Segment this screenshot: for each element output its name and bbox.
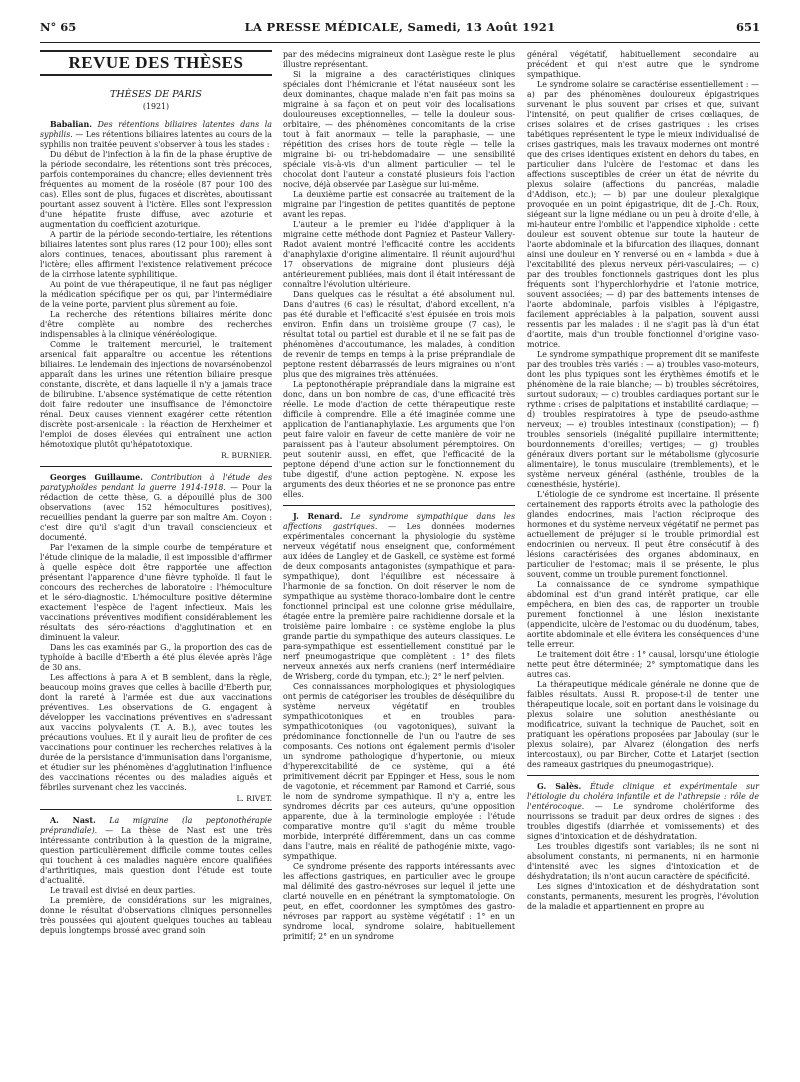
paragraph: La peptonothérapie préprandiale dans la migraine est donc, dans un bon nombre de cas, d'une efficacité très réelle. Le mode d'action de cette thérapeutique reste difficile à comprendre. Elle a été imaginée comme une application de l'antianaphylaxie. Les arguments que l'on peut faire valoir en faveur de cette manière de voir ne paraissent pas à l'auteur absolument péremptoires. On peut soutenir aussi, en effet, que l'efficacité de la peptone dépend d'une action sur le fonctionnement du tube digestif, d'une action peptogène. N. expose les arguments des deux théories et ne se prononce pas entre elles.	[283, 380, 515, 499]
article-title: La migraine (la peptonothérapie préprandiale).	[40, 816, 272, 835]
paragraph: La thérapeutique médicale générale ne donne que de faibles résultats. Aussi R. propose-t-il de tenter une thérapeutique locale, soit en portant dans le voisinage du plexus solaire une solution anesthésiante ou modificatrice, suivant la technique de Pauchet, soit en pratiquant les opérations proposées par Jaboulay (sur le plexus solaire), par Alvarez (élongation des nerfs intercostaux), ou par Bircher, Cotte et Latarjet (section des rameaux gastriques du pneumogastrique).	[527, 680, 759, 769]
author: G. Salès.	[537, 782, 582, 791]
paragraph: Si la migraine a des caractéristiques cliniques spéciales dont l'hémicranie et l'état nauséeux sont les deux dominantes, chaque malade n'en fait pas moins sa migraine à sa façon et on peut voir des localisations douloureuses exceptionnelles, — telle la douleur sous-orbitaire, — des phénomènes concomitants de la crise tout à fait anormaux — telle la paraphasie, — une répétition des crises hors de toute règle — telle la migraine bi- ou tri-hebdomadaire — une sensibilité spéciale vis-à-vis d'un aliment particulier — tel le chocolat dont l'auteur a constaté plusieurs fois l'action nocive, déjà observée par Lasègue sur lui-même.	[283, 70, 515, 189]
column-1	[40, 50, 272, 936]
divider	[283, 505, 515, 506]
column-3	[527, 50, 759, 912]
paragraph: Les signes d'intoxication et de déshydratation sont constants, permanents, mesurent les progrès, l'évolution de la maladie et appartiennent en propre au	[527, 882, 759, 911]
article-title: Des rétentions biliaires latentes dans la syphilis.	[40, 120, 272, 139]
paragraph: — Le syndrome cholériforme des nourrissons se traduit par deux ordres de signes : des troubles digestifs (diarrhée et vomissements) et des signes d'intoxication et de déshydratation.	[527, 802, 759, 841]
paragraph: Comme le traitement mercuriel, le traitement arsenical fait apparaître ou accentue les rétentions biliaires. Le lendemain des injections de novarsénobenzol apparaît dans les urines une rétention biliaire presque constante, discrète, et dans laquelle il n'y a jamais trace de bilirubine. L'absence systématique de cette rétention doit faire redouter une insuffisance de l'émonctoire rénal. Deux causes viennent exagérer cette rétention discrète post-arsenicale : la réaction de Herxheimer et l'emploi de doses élevées qui entraînent une action hémotoxique plutôt qu'hépatotoxique.	[40, 340, 272, 449]
author: Georges Guillaume.	[50, 473, 143, 482]
page-header	[40, 20, 760, 43]
column-2	[283, 50, 515, 942]
paragraph: L'étiologie de ce syndrome est incertaine. Il présente certainement des rapports étroits avec la pathologie des glandes endocrines, mais l'action réciproque des hormones et du système nerveux végétatif ne permet pas actuellement de préjuger si le trouble primordial est endocrinien ou nerveux. Il peut être consécutif à des lésions caractérisées des organes abdominaux, en particulier de l'estomac; mais il se présente, le plus souvent, comme un trouble purement fonctionnel.	[527, 490, 759, 579]
divider	[527, 775, 759, 776]
paragraph: — La thèse de Nast est une très intéressante contribution à la question de la migraine, question particulièrement difficile comme toutes celles qui touchent à ces maladies naguère encore qualifiées d'arthritiques, mais question dont l'étude est toute d'actualité.	[40, 826, 273, 885]
paragraph: L'auteur a le premier eu l'idée d'appliquer à la migraine cette méthode dont Pagniez et Pasteur Vallery-Radot avaient montré l'efficacité contre les accidents d'anaphylaxie d'origine alimentaire. Il réunit aujourd'hui 17 observations de migraine dont plusieurs déjà antérieurement publiées, mais dont il était intéressant de connaître l'évolution ultérieure.	[283, 220, 515, 289]
article-title: Le syndrome sympathique dans les affections gastriques.	[283, 512, 516, 531]
paragraph: La première, de considérations sur les migraines, donne le résultat d'observations cliniques personnelles très poussées qui ajoutent quelques touches au tableau depuis longtemps brossé avec grand soin	[40, 896, 272, 935]
paragraph: Du début de l'infection à la fin de la phase éruptive de la période secondaire, les rétentions sont très précoces, parfois contemporaines du chancre; elles deviennent très fréquentes au moment de la roséole (87 pour 100 des cas). Elles sont de plus, fugaces et discrètes, aboutissant pourtant assez souvent à l'ictère. Elles sont l'expression d'une hépatite fruste diffuse, avec azoturie et augmentation du coefficient azoturique.	[40, 150, 272, 229]
article-title: Étude clinique et expérimentale sur l'étiologie du choléra infantile et de l'athrepsie : rôle de l'entérocoque.	[527, 782, 759, 811]
journal-title: LA PRESSE MÉDICALE, Samedi, 13 Août 1921	[244, 20, 556, 34]
article-sales	[527, 782, 759, 842]
paragraph: Le travail est divisé en deux parties.	[50, 886, 196, 895]
paragraph: — Pour la rédaction de cette thèse, G. a dépouillé plus de 300 observations (avec 152 hémocultures positives), recueillies pendant la guerre par son maître Am. Coyon : c'est dire qu'il s'agit d'un travail consciencieux et documenté.	[40, 483, 272, 542]
author: Babalian.	[50, 120, 93, 129]
page-number: 651	[735, 20, 760, 34]
article-renard	[283, 512, 515, 682]
paragraph: Le traitement doit être : 1° causal, lorsqu'une étiologie nette peut être déterminée; 2° symptomatique dans les autres cas.	[527, 650, 759, 679]
signature: L. RIVET.	[236, 794, 272, 803]
author: J. Renard.	[293, 512, 343, 521]
paragraph: Le syndrome solaire se caractérise essentiellement : — a) par des phénomènes douloureux épigastriques survenant le plus souvent par crises et que, suivant l'intensité, on peut qualifier de crises cœliaques, de crises solaires et de crises gastriques : les crises tabétiques représentent le type le mieux individualisé de crises gastriques, mais les travaux modernes ont montré que des crises identiques existent en dehors du tabes, en particulier dans l'ulcère de l'estomac et dans les affections susceptibles de créer un état de névrite du plexus solaire (affections du pancréas, maladie d'Addison, etc.); — b) par une douleur plexalgique provoquée en un point épigastrique, dit de J.-Ch. Roux, siégeant sur la ligne médiane ou un peu à droite d'elle, à mi-hauteur entre l'ombilic et l'appendice xiphoïde : cette douleur est souvent obtenue sur toute la hauteur de l'aorte abdominale et la bifurcation des iliaques, donnant ainsi une douleur en Y renversé ou en « lambda » due à l'excitabilité des plexus nerveux péri-vasculaires; — c) par des troubles fonctionnels gastriques dont les plus fréquents sont l'hyperchlorhydrie et l'atonie motrice, souvent associées; — d) par des battements intenses de l'aorte abdominale, parfois visibles à l'épigastre, facilement appréciables à la palpation, souvent aussi ressentis par les malades : il ne s'agit pas là d'un état d'aortite, mais d'un trouble fonctionnel d'origine vaso-motrice.	[527, 80, 759, 349]
article-babalian	[40, 120, 272, 150]
subheading: THÈSES DE PARIS	[110, 89, 202, 100]
issue-number: N° 65	[40, 20, 77, 34]
paragraph: Les troubles digestifs sont variables; ils ne sont ni absolument constants, ni permanents, ni en harmonie d'intensité avec les signes d'intoxication et de déshydratation; ils n'ont aucun caractère de spécificité.	[527, 842, 759, 881]
section-title: REVUE DES THÈSES	[40, 50, 272, 76]
divider	[40, 809, 272, 810]
paragraph: par des médecins migraineux dont Lasègue reste le plus illustre représentant.	[283, 50, 515, 69]
paragraph: Les affections à para A et B semblent, dans la règle, beaucoup moins graves que celles à bacille d'Eberth pur, dont la rareté à l'armée est due aux vaccinations préventives. Les observations de G. engagent à développer les vaccinations préventives en s'adressant aux vaccins polyvalents (T. A. B.), avec toutes les précautions voulues. Et il y aurait lieu de profiter de ces vaccinations pour continuer les recherches relatives à la durée de la persistance d'immunisation dans l'organisme, et étudier sur les phénomènes d'agglutination l'influence des vaccinations récentes ou des maladies aiguës et fébriles survenant chez les vaccinés.	[40, 673, 272, 792]
year: (1921)	[142, 102, 170, 111]
paragraph: Le syndrome sympathique proprement dit se manifeste par des troubles très variés : — a) troubles vaso-moteurs, dont les plus typiques sont les érythèmes émotifs et le phénomène de la raie blanche; — b) troubles sécrétoires, surtout sudoraux; — c) troubles cardiaques portant sur le rythme : crises de palpitations et instabilité cardiaque; — d) troubles respiratoires à type de pseudo-asthme nerveux; — e) troubles intestinaux (constipation); — f) troubles sensoriels (inégalité pupillaire intermittente; bourdonnements d'oreilles; vertiges; — g) troubles généraux divers portant sur le métabolisme (glycosurie alimentaire), le tonus musculaire (tremblements), et le système nerveux général (asthénie, troubles de la cœnesthésie, hystérie).	[527, 350, 759, 489]
paragraph: La connaissance de ce syndrome sympathique abdominal est d'un grand intérêt pratique, car elle empêchera, en bien des cas, de rapporter un trouble purement fonctionnel à une lésion inexistante (appendicite, ulcère de l'estomac ou du duodénum, tabes, aortite abdominale et elle évitera les conséquences d'une telle erreur.	[527, 580, 759, 649]
paragraph: Dans quelques cas le résultat a été absolument nul. Dans d'autres (6 cas) le résultat, d'abord excellent, n'a pas été durable et l'efficacité s'est épuisée en trois mois environ. Enfin dans un troisième groupe (7 cas), le résultat total ou partiel est durable et il ne se fait pas de phénomènes d'accoutumance, les malades, à condition de revenir de temps en temps à la prise préprandiale de peptone restent débarrassés de leurs migraines ou n'ont plus que des migraines très atténuées.	[283, 290, 515, 379]
paragraph: Ces connaissances morphologiques et physiologiques ont permis de catégoriser les troubles de déséquilibre du système nerveux végétatif en troubles sympathicotoniques et en troubles para-sympathicotoniques (ou vagotoniques), suivant la prédominance fonctionnelle de l'un ou l'autre de ses composants. Ces notions ont également permis d'isoler un syndrome pathologique d'hypertonie, ou mieux d'hyperexcitabilité de ce système, qui a été primitivement décrit par Eppinger et Hess, sous le nom de vagotonie, et récemment par Ramond et Carrié, sous le nom de syndrome sympathique. Il n'y a, entre les syndromes décrits par ces auteurs, qu'une opposition apparente, due à la terminologie employée : l'étude comparative montre qu'il s'agit du même trouble morbide, interprété différemment, dans un cas comme dans l'autre, mais en réalité de pathogénie mixte, vago-sympathique.	[283, 682, 515, 861]
divider	[40, 466, 272, 467]
paragraph: A partir de la période secondo-tertiaire, les rétentions biliaires latentes sont plus rares (12 pour 100); elles sont alors continues, tenaces, aboutissant plus rarement à l'ictère; elles affirment l'existence relativement précoce de la cirrhose latente syphilitique.	[40, 230, 272, 279]
paragraph: Ce syndrome présente des rapports intéressants avec les affections gastriques, en particulier avec le groupe mal délimité des gastro-névroses sur lequel il jette une clarté nouvelle en en pénétrant la symptomatologie. On peut, en effet, coordonner les symptômes des gastro-névroses par rapport au système végétatif : 1° en un syndrome local, syndrome solaire, habituellement primitif; 2° en un syndrome	[283, 862, 515, 941]
paragraph: Au point de vue thérapeutique, il ne faut pas négliger la médication spécifique per os qui, par l'intermédiaire de la veine porte, parvient plus sûrement au foie.	[40, 280, 272, 309]
signature: R. BURNIER.	[221, 451, 272, 460]
article-guillaume	[40, 473, 272, 543]
paragraph: La recherche des rétentions biliaires mérite donc d'être complète au nombre des recherches indispensables à la clinique vénéréologique.	[40, 310, 272, 339]
paragraph: La deuxième partie est consacrée au traitement de la migraine par l'ingestion de petites quantités de peptone avant les repas.	[283, 190, 515, 219]
article-title: Contribution à l'étude des paratyphoïdes pendant la guerre 1914-1918.	[40, 473, 272, 492]
paragraph: général végétatif, habituellement secondaire au précédent et qui n'est autre que le syndrome sympathique.	[527, 50, 759, 79]
paragraph: — Les rétentions biliaires latentes au cours de la syphilis non traitée peuvent s'observer à tous les stades :	[40, 130, 273, 149]
paragraph: Dans les cas examinés par G., la proportion des cas de typhoïde à bacille d'Eberth a été plus élevée après l'âge de 30 ans.	[40, 643, 272, 672]
paragraph: — Les données modernes expérimentales concernant la physiologie du système nerveux végétatif nous enseignent que, conformément aux idées de Langley et de Gaskell, ce système est formé de deux composants antagonistes (sympathique et para-sympathique), dont l'équilibre est nécessaire à l'harmonie de sa fonction. On doit réserver le nom de sympathique au système thoraco-lombaire dont le centre fonctionnel principal est une colonne grise médullaire, étagée entre la première paire rachidienne dorsale et la troisième paire lombaire : ce système englobe la plus grande partie du sympathique des auteurs classiques. Le para-sympathique est essentiellement constitué par le nerf pneumogastrique que complètent : 1° des filets nerveux annexés aux nerfs craniens (nerf intermédiaire de Wrisberg, corde du tympan, etc.); 2° le nerf pelvien.	[283, 522, 515, 681]
author: A. Nast.	[50, 816, 96, 825]
article-nast	[40, 816, 272, 886]
paragraph: Par l'examen de la simple courbe de température et l'étude clinique de la maladie, il est impossible d'affirmer à quelle espèce doit être rapportée une affection présentant l'apparence d'une fièvre typhoïde. Il faut le concours des recherches de laboratoire : l'hémoculture et le séro-diagnostic. L'hémoculture positive détermine exactement l'espèce de l'agent infectieux. Mais les vaccinations préventives modifient considérablement les résultats des séro-réactions d'agglutination et en diminuent la valeur.	[40, 543, 272, 642]
